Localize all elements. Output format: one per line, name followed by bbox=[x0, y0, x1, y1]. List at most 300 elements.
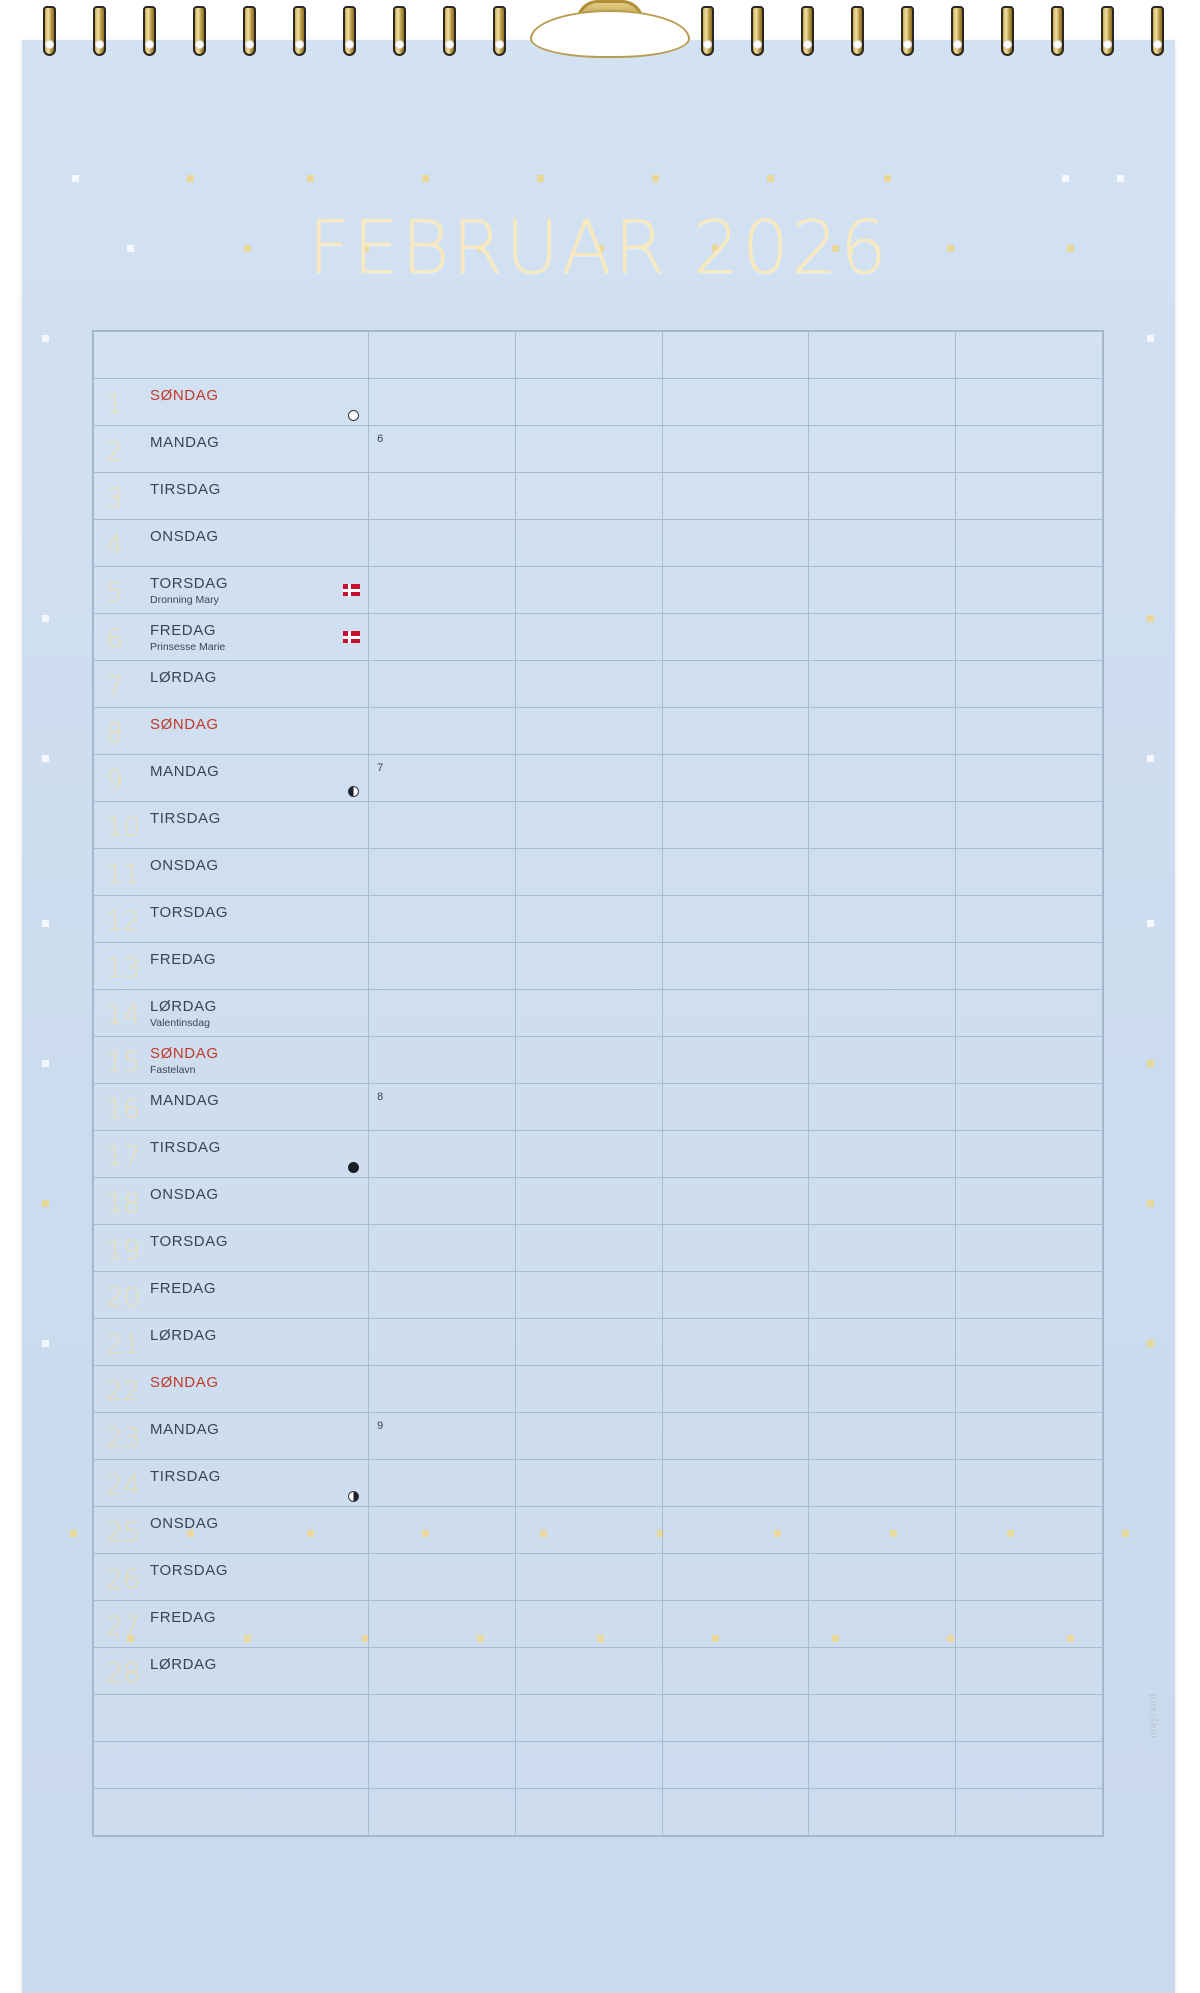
day-number: 23 bbox=[106, 1423, 141, 1454]
decorative-dot bbox=[1122, 1530, 1129, 1537]
calendar-note-cell[interactable] bbox=[515, 614, 662, 661]
calendar-blank-daycell[interactable] bbox=[94, 1789, 369, 1836]
calendar-note-cell[interactable] bbox=[369, 1507, 516, 1554]
daycell-inner bbox=[94, 755, 368, 801]
calendar-note-cell[interactable] bbox=[662, 1554, 809, 1601]
calendar-note-cell[interactable] bbox=[662, 1131, 809, 1178]
calendar-note-cell[interactable] bbox=[662, 1037, 809, 1084]
calendar-note-cell[interactable] bbox=[515, 990, 662, 1037]
day-name: TORSDAG bbox=[150, 1233, 229, 1250]
calendar-note-cell[interactable] bbox=[369, 332, 516, 379]
daycell-inner bbox=[94, 990, 368, 1036]
spiral-ring-hole bbox=[495, 40, 504, 49]
calendar-note-cell[interactable] bbox=[515, 1601, 662, 1648]
calendar-note-cell[interactable] bbox=[369, 990, 516, 1037]
day-number: 27 bbox=[106, 1611, 141, 1642]
calendar-note-cell[interactable] bbox=[809, 849, 956, 896]
calendar-note-cell[interactable] bbox=[662, 1084, 809, 1131]
calendar-blank-row bbox=[94, 1695, 1103, 1742]
calendar-note-cell[interactable] bbox=[956, 332, 1103, 379]
calendar-note-cell[interactable] bbox=[662, 1460, 809, 1507]
day-name: SØNDAG bbox=[150, 716, 219, 733]
day-name: MANDAG bbox=[150, 1421, 220, 1438]
calendar-note-cell[interactable] bbox=[809, 1789, 956, 1836]
table-row bbox=[94, 1648, 1103, 1695]
daycell-inner bbox=[94, 1648, 368, 1694]
calendar-note-cell[interactable] bbox=[369, 1178, 516, 1225]
table-row bbox=[94, 896, 1103, 943]
calendar-note-cell[interactable] bbox=[662, 1601, 809, 1648]
day-name: FREDAG bbox=[150, 951, 217, 968]
decorative-dot bbox=[70, 1530, 77, 1537]
calendar-note-cell[interactable] bbox=[809, 1695, 956, 1742]
calendar-note-cell[interactable] bbox=[662, 990, 809, 1037]
calendar-note-cell[interactable] bbox=[515, 896, 662, 943]
spiral-ring bbox=[392, 6, 407, 62]
calendar-note-cell[interactable] bbox=[515, 1695, 662, 1742]
calendar-note-cell[interactable] bbox=[956, 1131, 1103, 1178]
calendar-note-cell[interactable] bbox=[809, 332, 956, 379]
day-number: 11 bbox=[106, 859, 141, 890]
daycell-inner bbox=[94, 1084, 368, 1130]
calendar-note-cell[interactable] bbox=[809, 1601, 956, 1648]
calendar-note-cell[interactable] bbox=[662, 708, 809, 755]
day-number: 3 bbox=[106, 483, 124, 514]
calendar-note-cell[interactable] bbox=[662, 1178, 809, 1225]
calendar-note-cell[interactable] bbox=[956, 849, 1103, 896]
calendar-daycell[interactable] bbox=[94, 1084, 369, 1131]
calendar-note-cell[interactable] bbox=[515, 708, 662, 755]
week-number: 8 bbox=[377, 1091, 384, 1103]
decorative-dot bbox=[1147, 335, 1154, 342]
calendar-daycell[interactable] bbox=[94, 1272, 369, 1319]
day-number: 4 bbox=[106, 530, 124, 561]
calendar-daycell[interactable] bbox=[94, 1648, 369, 1695]
calendar-daycell[interactable] bbox=[94, 661, 369, 708]
calendar-note-cell[interactable] bbox=[956, 1366, 1103, 1413]
calendar-note-cell[interactable] bbox=[369, 1789, 516, 1836]
day-name: SØNDAG bbox=[150, 1374, 219, 1391]
decorative-dot bbox=[42, 335, 49, 342]
calendar-note-cell[interactable] bbox=[956, 1507, 1103, 1554]
calendar-note-cell[interactable] bbox=[369, 1131, 516, 1178]
calendar-daycell[interactable] bbox=[94, 520, 369, 567]
calendar-note-cell[interactable] bbox=[662, 1319, 809, 1366]
calendar-note-cell[interactable] bbox=[369, 473, 516, 520]
calendar-note-cell[interactable] bbox=[956, 1695, 1103, 1742]
calendar-note-cell[interactable] bbox=[515, 802, 662, 849]
spiral-ring-hole bbox=[195, 40, 204, 49]
calendar-daycell[interactable] bbox=[94, 802, 369, 849]
calendar-note-cell[interactable] bbox=[809, 755, 956, 802]
calendar-note-cell[interactable] bbox=[515, 1131, 662, 1178]
calendar-note-cell[interactable] bbox=[662, 567, 809, 614]
calendar-blank-row bbox=[94, 332, 1103, 379]
calendar-note-cell[interactable] bbox=[809, 990, 956, 1037]
calendar-daycell[interactable] bbox=[94, 708, 369, 755]
day-number: 2 bbox=[106, 436, 124, 467]
calendar-note-cell[interactable] bbox=[369, 802, 516, 849]
day-number: 7 bbox=[106, 671, 124, 702]
day-name: TORSDAG bbox=[150, 575, 229, 592]
danish-flag-icon bbox=[343, 584, 360, 596]
calendar-note-cell[interactable] bbox=[369, 943, 516, 990]
day-note: Prinsesse Marie bbox=[150, 641, 226, 653]
calendar-daycell[interactable] bbox=[94, 755, 369, 802]
calendar-note-cell[interactable] bbox=[956, 614, 1103, 661]
calendar-note-cell[interactable] bbox=[956, 1084, 1103, 1131]
daycell-inner bbox=[94, 567, 368, 613]
calendar-daycell[interactable] bbox=[94, 990, 369, 1037]
calendar-note-cell[interactable] bbox=[956, 426, 1103, 473]
moon-phase-first-icon bbox=[348, 1491, 359, 1502]
calendar-daycell[interactable] bbox=[94, 1178, 369, 1225]
daycell-inner bbox=[94, 1225, 368, 1271]
calendar-note-cell[interactable] bbox=[956, 1319, 1103, 1366]
calendar-note-cell[interactable] bbox=[369, 896, 516, 943]
calendar-daycell[interactable] bbox=[94, 1413, 369, 1460]
calendar-note-cell[interactable] bbox=[662, 426, 809, 473]
calendar-note-cell[interactable] bbox=[809, 1037, 956, 1084]
calendar-note-cell[interactable] bbox=[515, 1178, 662, 1225]
day-number: 10 bbox=[106, 812, 141, 843]
calendar-blank-daycell[interactable] bbox=[94, 1742, 369, 1789]
week-number: 6 bbox=[377, 433, 384, 445]
calendar-note-cell[interactable] bbox=[956, 661, 1103, 708]
calendar-note-cell[interactable] bbox=[515, 1037, 662, 1084]
calendar-note-cell[interactable] bbox=[956, 990, 1103, 1037]
calendar-note-cell[interactable] bbox=[662, 1413, 809, 1460]
calendar-note-cell[interactable] bbox=[369, 849, 516, 896]
calendar-daycell[interactable] bbox=[94, 896, 369, 943]
moon-phase-full-icon bbox=[348, 1162, 359, 1173]
calendar-note-cell[interactable] bbox=[515, 1084, 662, 1131]
decorative-dot bbox=[42, 755, 49, 762]
calendar-note-cell[interactable] bbox=[515, 1319, 662, 1366]
calendar-daycell[interactable] bbox=[94, 849, 369, 896]
calendar-daycell[interactable] bbox=[94, 1601, 369, 1648]
calendar-note-cell[interactable] bbox=[369, 1084, 516, 1131]
calendar-note-cell[interactable] bbox=[369, 379, 516, 426]
calendar-note-cell[interactable] bbox=[662, 614, 809, 661]
day-name: SØNDAG bbox=[150, 1045, 219, 1062]
calendar-note-cell[interactable] bbox=[956, 473, 1103, 520]
day-number: 28 bbox=[106, 1658, 141, 1689]
calendar-note-cell[interactable] bbox=[956, 1789, 1103, 1836]
calendar-note-cell[interactable] bbox=[662, 332, 809, 379]
spiral-ring-hole bbox=[953, 40, 962, 49]
calendar-note-cell[interactable] bbox=[809, 426, 956, 473]
day-name: SØNDAG bbox=[150, 387, 219, 404]
calendar-note-cell[interactable] bbox=[809, 661, 956, 708]
day-name: ONSDAG bbox=[150, 1515, 219, 1532]
table-row bbox=[94, 379, 1103, 426]
day-name: ONSDAG bbox=[150, 528, 219, 545]
day-number: 12 bbox=[106, 906, 141, 937]
calendar-note-cell[interactable] bbox=[662, 1225, 809, 1272]
decorative-dot bbox=[187, 175, 194, 182]
calendar-note-cell[interactable] bbox=[369, 614, 516, 661]
calendar-note-cell[interactable] bbox=[662, 1695, 809, 1742]
table-row bbox=[94, 1507, 1103, 1554]
calendar-note-cell[interactable] bbox=[809, 1084, 956, 1131]
calendar-note-cell[interactable] bbox=[515, 1507, 662, 1554]
calendar-note-cell[interactable] bbox=[369, 708, 516, 755]
calendar-note-cell[interactable] bbox=[515, 1742, 662, 1789]
calendar-note-cell[interactable] bbox=[809, 1554, 956, 1601]
calendar-note-cell[interactable] bbox=[956, 755, 1103, 802]
calendar-note-cell[interactable] bbox=[515, 1460, 662, 1507]
spiral-ring bbox=[900, 6, 915, 62]
spiral-ring bbox=[442, 6, 457, 62]
calendar-note-cell[interactable] bbox=[662, 802, 809, 849]
calendar-daycell[interactable] bbox=[94, 614, 369, 661]
calendar-note-cell[interactable] bbox=[662, 520, 809, 567]
decorative-dot bbox=[1147, 1200, 1154, 1207]
calendar-note-cell[interactable] bbox=[662, 896, 809, 943]
table-row bbox=[94, 1554, 1103, 1601]
day-number: 26 bbox=[106, 1564, 141, 1595]
daycell-inner bbox=[94, 614, 368, 660]
calendar-note-cell[interactable] bbox=[515, 426, 662, 473]
calendar-note-cell[interactable] bbox=[369, 1554, 516, 1601]
daycell-inner bbox=[94, 1319, 368, 1365]
day-number: 20 bbox=[106, 1282, 141, 1313]
calendar-note-cell[interactable] bbox=[809, 943, 956, 990]
decorative-dot bbox=[72, 175, 79, 182]
calendar-note-cell[interactable] bbox=[809, 1413, 956, 1460]
calendar-note-cell[interactable] bbox=[956, 1225, 1103, 1272]
table-row bbox=[94, 520, 1103, 567]
calendar-note-cell[interactable] bbox=[956, 1460, 1103, 1507]
table-row bbox=[94, 614, 1103, 661]
calendar-note-cell[interactable] bbox=[515, 473, 662, 520]
calendar-note-cell[interactable] bbox=[956, 379, 1103, 426]
calendar-daycell[interactable] bbox=[94, 1225, 369, 1272]
decorative-dot bbox=[307, 175, 314, 182]
spiral-ring-hole bbox=[803, 40, 812, 49]
calendar-daycell[interactable] bbox=[94, 379, 369, 426]
day-name: LØRDAG bbox=[150, 1656, 217, 1673]
day-note: Valentinsdag bbox=[150, 1017, 210, 1029]
spiral-ring-hole bbox=[903, 40, 912, 49]
calendar-note-cell[interactable] bbox=[809, 567, 956, 614]
calendar-note-cell[interactable] bbox=[809, 1507, 956, 1554]
calendar-daycell[interactable] bbox=[94, 1131, 369, 1178]
calendar-note-cell[interactable] bbox=[515, 1366, 662, 1413]
calendar-note-cell[interactable] bbox=[809, 614, 956, 661]
calendar-note-cell[interactable] bbox=[369, 1225, 516, 1272]
calendar-note-cell[interactable] bbox=[809, 1225, 956, 1272]
spiral-ring bbox=[750, 6, 765, 62]
day-number: 8 bbox=[106, 718, 124, 749]
calendar-note-cell[interactable] bbox=[662, 1366, 809, 1413]
calendar-note-cell[interactable] bbox=[369, 1366, 516, 1413]
calendar-note-cell[interactable] bbox=[515, 332, 662, 379]
spiral-ring-hole bbox=[1053, 40, 1062, 49]
calendar-note-cell[interactable] bbox=[515, 520, 662, 567]
calendar-daycell[interactable] bbox=[94, 1554, 369, 1601]
calendar-note-cell[interactable] bbox=[515, 943, 662, 990]
calendar-note-cell[interactable] bbox=[662, 1648, 809, 1695]
calendar-note-cell[interactable] bbox=[956, 802, 1103, 849]
spiral-ring-hole bbox=[1103, 40, 1112, 49]
decorative-dot bbox=[1062, 175, 1069, 182]
calendar-note-cell[interactable] bbox=[662, 849, 809, 896]
daycell-inner bbox=[94, 849, 368, 895]
decorative-dot bbox=[1147, 755, 1154, 762]
calendar-note-cell[interactable] bbox=[809, 1131, 956, 1178]
calendar-note-cell[interactable] bbox=[809, 1178, 956, 1225]
calendar-note-cell[interactable] bbox=[662, 661, 809, 708]
danish-flag-icon bbox=[343, 631, 360, 643]
calendar-blank-daycell[interactable] bbox=[94, 332, 369, 379]
decorative-dot bbox=[1147, 920, 1154, 927]
calendar-note-cell[interactable] bbox=[515, 1789, 662, 1836]
calendar-note-cell[interactable] bbox=[369, 1648, 516, 1695]
calendar-note-cell[interactable] bbox=[809, 1648, 956, 1695]
daycell-inner bbox=[94, 943, 368, 989]
day-name: ONSDAG bbox=[150, 857, 219, 874]
calendar-note-cell[interactable] bbox=[956, 520, 1103, 567]
calendar-daycell[interactable] bbox=[94, 473, 369, 520]
calendar-blank-daycell[interactable] bbox=[94, 1695, 369, 1742]
calendar-note-cell[interactable] bbox=[515, 755, 662, 802]
spiral-ring bbox=[950, 6, 965, 62]
calendar-note-cell[interactable] bbox=[515, 1554, 662, 1601]
table-row bbox=[94, 473, 1103, 520]
calendar-note-cell[interactable] bbox=[369, 1272, 516, 1319]
calendar-note-cell[interactable] bbox=[956, 1037, 1103, 1084]
calendar-note-cell[interactable] bbox=[369, 661, 516, 708]
calendar-note-cell[interactable] bbox=[662, 1742, 809, 1789]
daycell-inner bbox=[94, 1413, 368, 1459]
calendar-note-cell[interactable] bbox=[956, 1554, 1103, 1601]
calendar-note-cell[interactable] bbox=[369, 1601, 516, 1648]
calendar-note-cell[interactable] bbox=[369, 1319, 516, 1366]
decorative-dot bbox=[42, 1340, 49, 1347]
calendar-note-cell[interactable] bbox=[515, 379, 662, 426]
calendar-note-cell[interactable] bbox=[369, 1695, 516, 1742]
calendar-note-cell[interactable] bbox=[662, 473, 809, 520]
calendar-note-cell[interactable] bbox=[369, 567, 516, 614]
calendar-note-cell[interactable] bbox=[515, 1272, 662, 1319]
calendar-note-cell[interactable] bbox=[809, 473, 956, 520]
calendar-note-cell[interactable] bbox=[956, 1742, 1103, 1789]
daycell-inner bbox=[94, 379, 368, 425]
calendar-note-cell[interactable] bbox=[369, 1460, 516, 1507]
calendar-note-cell[interactable] bbox=[956, 567, 1103, 614]
moon-phase-new-icon bbox=[348, 410, 359, 421]
day-number: 14 bbox=[106, 1000, 141, 1031]
spiral-ring bbox=[800, 6, 815, 62]
spiral-ring-hole bbox=[295, 40, 304, 49]
calendar-note-cell[interactable] bbox=[809, 802, 956, 849]
calendar-note-cell[interactable] bbox=[809, 1366, 956, 1413]
calendar-note-cell[interactable] bbox=[369, 755, 516, 802]
calendar-daycell[interactable] bbox=[94, 1460, 369, 1507]
day-number: 9 bbox=[106, 765, 124, 796]
day-number: 16 bbox=[106, 1094, 141, 1125]
calendar-note-cell[interactable] bbox=[369, 520, 516, 567]
calendar-note-cell[interactable] bbox=[515, 567, 662, 614]
table-row bbox=[94, 661, 1103, 708]
calendar-note-cell[interactable] bbox=[662, 379, 809, 426]
day-name: LØRDAG bbox=[150, 669, 217, 686]
calendar-note-cell[interactable] bbox=[515, 661, 662, 708]
calendar-note-cell[interactable] bbox=[662, 943, 809, 990]
calendar-note-cell[interactable] bbox=[662, 1507, 809, 1554]
day-name: MANDAG bbox=[150, 1092, 220, 1109]
day-name: TIRSDAG bbox=[150, 1139, 221, 1156]
decorative-dot bbox=[1147, 1060, 1154, 1067]
spiral-ring-hole bbox=[753, 40, 762, 49]
calendar-note-cell[interactable] bbox=[809, 379, 956, 426]
calendar-note-cell[interactable] bbox=[956, 896, 1103, 943]
spiral-ring bbox=[850, 6, 865, 62]
calendar-note-cell[interactable] bbox=[515, 1225, 662, 1272]
calendar-note-cell[interactable] bbox=[809, 1272, 956, 1319]
calendar-note-cell[interactable] bbox=[956, 708, 1103, 755]
calendar-note-cell[interactable] bbox=[809, 896, 956, 943]
daycell-inner bbox=[94, 473, 368, 519]
calendar-note-cell[interactable] bbox=[956, 1413, 1103, 1460]
day-number: 22 bbox=[106, 1376, 141, 1407]
calendar-daycell[interactable] bbox=[94, 1507, 369, 1554]
calendar-note-cell[interactable] bbox=[809, 1742, 956, 1789]
calendar-note-cell[interactable] bbox=[956, 1178, 1103, 1225]
calendar-note-cell[interactable] bbox=[662, 1789, 809, 1836]
calendar-note-cell[interactable] bbox=[369, 1413, 516, 1460]
calendar-page bbox=[22, 40, 1175, 1993]
calendar-note-cell[interactable] bbox=[662, 755, 809, 802]
calendar-note-cell[interactable] bbox=[956, 1648, 1103, 1695]
calendar-note-cell[interactable] bbox=[809, 1460, 956, 1507]
decorative-dot bbox=[537, 175, 544, 182]
table-row bbox=[94, 1131, 1103, 1178]
calendar-daycell[interactable] bbox=[94, 567, 369, 614]
calendar-note-cell[interactable] bbox=[956, 1601, 1103, 1648]
calendar-note-cell[interactable] bbox=[515, 1648, 662, 1695]
calendar-note-cell[interactable] bbox=[515, 1413, 662, 1460]
calendar-note-cell[interactable] bbox=[809, 708, 956, 755]
spiral-ring bbox=[1150, 6, 1165, 62]
day-name: TIRSDAG bbox=[150, 481, 221, 498]
calendar-note-cell[interactable] bbox=[809, 520, 956, 567]
brand-label: mayland bbox=[1148, 1693, 1159, 1738]
calendar-daycell[interactable] bbox=[94, 426, 369, 473]
calendar-note-cell[interactable] bbox=[369, 1037, 516, 1084]
spiral-ring bbox=[1000, 6, 1015, 62]
daycell-inner bbox=[94, 1507, 368, 1553]
calendar-note-cell[interactable] bbox=[369, 1742, 516, 1789]
daycell-inner bbox=[94, 1554, 368, 1600]
calendar-daycell[interactable] bbox=[94, 1319, 369, 1366]
table-row bbox=[94, 943, 1103, 990]
calendar-note-cell[interactable] bbox=[369, 426, 516, 473]
calendar-note-cell[interactable] bbox=[662, 1272, 809, 1319]
calendar-note-cell[interactable] bbox=[956, 943, 1103, 990]
calendar-note-cell[interactable] bbox=[515, 849, 662, 896]
calendar-note-cell[interactable] bbox=[956, 1272, 1103, 1319]
calendar-daycell[interactable] bbox=[94, 943, 369, 990]
calendar-note-cell[interactable] bbox=[809, 1319, 956, 1366]
calendar-daycell[interactable] bbox=[94, 1037, 369, 1084]
calendar-daycell[interactable] bbox=[94, 1366, 369, 1413]
day-number: 21 bbox=[106, 1329, 141, 1360]
day-name: MANDAG bbox=[150, 434, 220, 451]
day-number: 15 bbox=[106, 1047, 141, 1078]
